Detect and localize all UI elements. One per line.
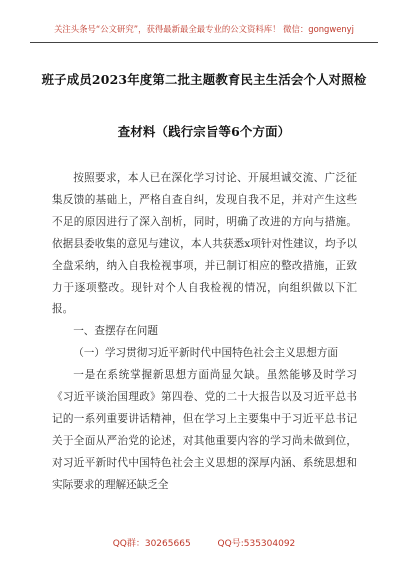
- header-notice: 关注头条号“公文研究”，获得最新最全最专业的公文资料库！ 微信：gongwenyj: [54, 24, 354, 34]
- footer-qq-number: QQ号:535304092: [217, 539, 296, 549]
- footer-contacts: [0, 536, 408, 552]
- document-title-line-2: 查材料（践行宗旨等6个方面）: [117, 124, 291, 139]
- document-body: [52, 168, 357, 497]
- body-paragraph: 一是在系统掌握新思想方面尚显欠缺。虽然能够及时学习《习近平谈治国理政》第四卷、党的二十大报告以及习近平总书记的一系列重要讲话精神，但在学习上主要集中于习近平总书记关于全面从严治党的论述，对其他重要内容的学习尚未做到位，对习近平新时代中国特色社会主义思想的深厚内涵、系统思想和实际要求的理解还缺乏全: [52, 369, 357, 491]
- document-title-line-1: 班子成员2023年度第二批主题教育民主生活会个人对照检: [41, 72, 367, 87]
- footer-qq-group: QQ群：30265665: [112, 539, 191, 549]
- subsection-heading: （一）学习贯彻习近平新时代中国特色社会主义思想方面: [73, 347, 339, 360]
- section-heading: 一、查摆存在问题: [73, 325, 158, 338]
- intro-paragraph: 按照要求，本人已在深化学习讨论、开展坦诚交流、广泛征集反馈的基础上，严格自查自纠，发现自我不足，并对产生这些不足的原因进行了深入剖析，同时，明确了改进的方向与措施。依据县委收集的意见与建议，本人共获悉x项针对性建议，均予以全盘采纳，纳入自我检视事项，并已制订相应的整改措施，正致力于逐项整改。现针对个人自我检视的情况，向组织做以下汇报。: [52, 172, 357, 316]
- header-divider: [30, 42, 378, 43]
